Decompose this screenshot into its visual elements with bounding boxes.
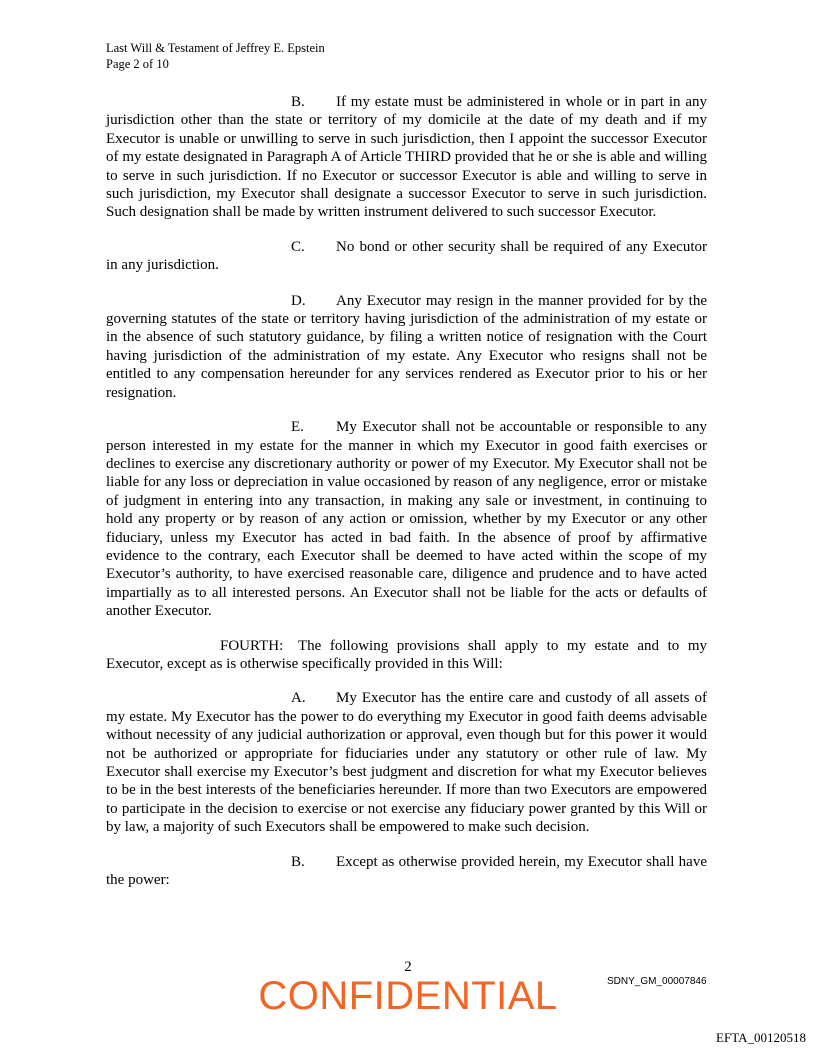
document-body (106, 93, 707, 905)
document-header (106, 40, 325, 72)
paragraph-text: My Executor has the entire care and custody of all assets of my estate. My Executor has the power to do everything my Executor in good faith deems advisable without necessity of any judicial authorization or approval, even though but for this power it would not be authorized or appropriate for fiduciaries under any statutory or other rule of law. My Executor shall exercise my Executor’s best judgment and discretion for what my Executor believes to be in the best interests of the beneficiaries hereunder. If more than two Executors are empowered to participate in the decision to exercise or not exercise any fiduciary power granted by this Will or by law, a majority of such Executors shall be empowered to make such decision. (106, 690, 707, 836)
paragraph-label: A. (291, 690, 306, 707)
paragraph-text: No bond or other security shall be required of any Executor in any jurisdiction. (106, 238, 707, 274)
paragraph-text: Any Executor may resign in the manner provided for by the governing statutes of the state or territory having jurisdiction of the administration of my estate or in the absence of such statutory guidance, by filing a written notice of resignation with the Court having jurisdiction of the administration of my estate. Any Executor who resigns shall not be entitled to any compensation hereunder for any services rendered as Executor prior to his or her resignation. (106, 292, 707, 401)
page-indicator: Page 2 of 10 (106, 57, 169, 71)
bates-number: SDNY_GM_00007846 (607, 976, 707, 987)
paragraph-label: B. (291, 853, 305, 870)
paragraph-a (106, 689, 707, 836)
paragraph-label: C. (291, 238, 305, 255)
article-label: FOURTH: (220, 637, 284, 654)
efta-number: EFTA_00120518 (716, 1030, 806, 1045)
paragraph-text: Except as otherwise provided herein, my Executor shall have the power: (106, 853, 707, 889)
document-title: Last Will & Testament of Jeffrey E. Epstein (106, 41, 325, 55)
paragraph-c (106, 238, 707, 275)
paragraph-e (106, 418, 707, 620)
paragraph-label: D. (291, 292, 306, 309)
paragraph-label: B. (291, 94, 305, 110)
article-fourth (106, 637, 707, 674)
article-text: The following provisions shall apply to my estate and to my Executor, except as is otherwise specifically provided in this Will: (106, 637, 707, 672)
paragraph-d (106, 292, 707, 402)
confidential-stamp: CONFIDENTIAL (258, 974, 558, 1018)
paragraph-text: My Executor shall not be accountable or responsible to any person interested in my estate for the manner in which my Executor in good faith exercises or declines to exercise any discretionary authority or power of my Executor. My Executor shall not be liable for any loss or depreciation in value occasioned by reason of any negligence, error or mistake of judgment in entering into any transaction, in making any sale or investment, in continuing to hold any property or by reason of any action or omission, whether by my Executor or any other fiduciary, unless my Executor has acted in bad faith. In the absence of proof by affirmative evidence to the contrary, each Executor shall be deemed to have acted within the scope of my Executor’s authority, to have exercised reasonable care, diligence and prudence and to have acted impartially as to all interested persons. An Executor shall not be liable for the acts or defaults of another Executor. (106, 419, 707, 620)
page-number: 2 (404, 959, 412, 975)
paragraph-text: If my estate must be administered in whole or in part in any jurisdiction other than the state or territory of my domicile at the date of my death and if my Executor is unable or unwilling to serve in such jurisdiction, then I appoint the successor Executor of my estate designated in Paragraph A of Article THIRD provided that he or she is able and willing to serve in such jurisdiction. If no Executor or successor Executor is able and willing to serve in such jurisdiction, my Executor shall designate a successor Executor to serve in such jurisdiction. Such designation shall be made by written instrument delivered to such successor Executor. (106, 94, 707, 221)
paragraph-label: E. (291, 419, 304, 436)
paragraph-b-power (106, 853, 707, 890)
paragraph-b (106, 93, 707, 222)
